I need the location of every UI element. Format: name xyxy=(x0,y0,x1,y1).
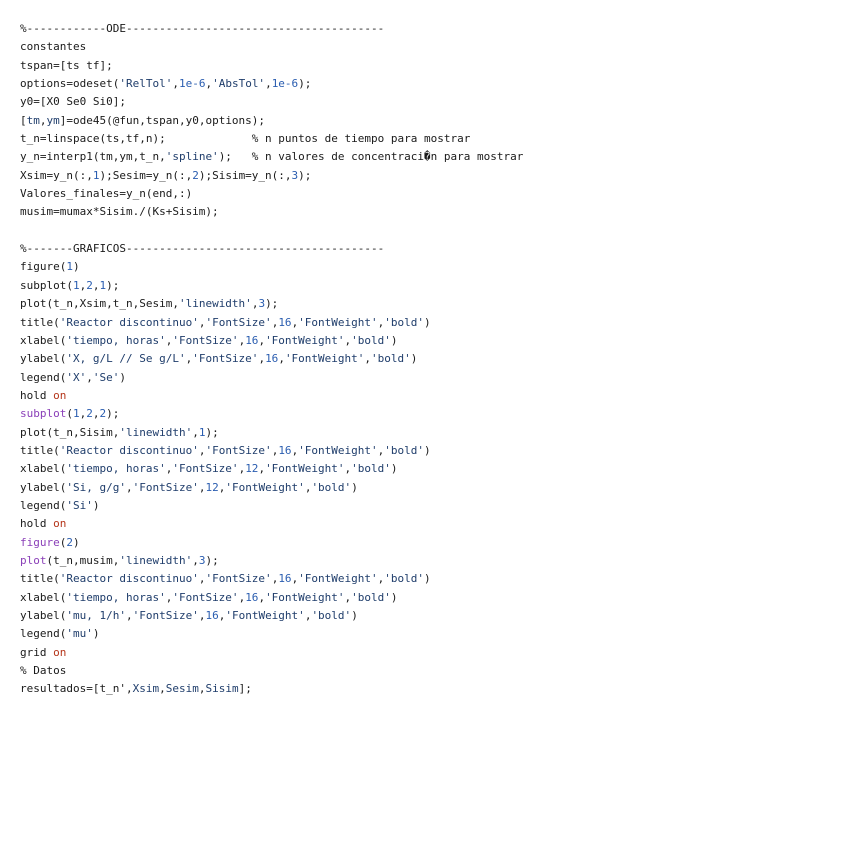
code-token-var: tm xyxy=(26,113,40,127)
code-token: ) xyxy=(410,352,418,366)
code-token: , xyxy=(258,462,266,476)
code-token: , xyxy=(39,113,47,127)
code-token-num: 1 xyxy=(72,407,80,421)
code-token: , xyxy=(198,480,206,494)
code-line[interactable] xyxy=(20,185,848,203)
code-token-str: 'Reactor discontinuo' xyxy=(59,572,199,586)
code-token: , xyxy=(304,480,312,494)
code-token-num: 2 xyxy=(86,278,93,292)
code-token: , xyxy=(165,462,173,476)
code-token: hold xyxy=(20,388,54,402)
code-token-num: 16 xyxy=(278,315,292,329)
code-token-str: 'X' xyxy=(66,370,87,384)
code-token-str: 'Si' xyxy=(66,498,93,512)
code-token: ylabel( xyxy=(20,609,67,622)
code-line[interactable] xyxy=(20,240,848,258)
code-token: , xyxy=(344,462,352,476)
code-token-num: 16 xyxy=(245,333,259,347)
code-token: , xyxy=(265,77,272,91)
code-token-str: 'FontSize' xyxy=(205,443,272,457)
code-token: legend( xyxy=(20,370,67,384)
code-line[interactable] xyxy=(20,405,848,423)
code-token-str: 'Se' xyxy=(92,370,120,384)
code-token-str: 'FontWeight' xyxy=(298,443,378,457)
code-token: ) xyxy=(424,443,431,457)
code-line[interactable] xyxy=(20,680,848,698)
code-line[interactable] xyxy=(20,644,848,662)
code-token-fn: subplot xyxy=(20,407,67,421)
code-token-var: Xsim xyxy=(132,682,160,696)
code-token: ( xyxy=(59,535,67,549)
code-token: , xyxy=(364,352,372,366)
code-token: , xyxy=(125,609,133,622)
code-token: , xyxy=(218,480,226,494)
code-token-kw: on xyxy=(53,645,67,659)
code-token: , xyxy=(304,609,312,622)
code-line[interactable] xyxy=(20,387,848,405)
code-token-var: ym xyxy=(46,113,60,127)
code-token: , xyxy=(86,370,93,384)
code-line[interactable] xyxy=(20,203,848,221)
code-token: , xyxy=(198,443,206,457)
code-token-str: 'Reactor discontinuo' xyxy=(59,315,199,329)
code-token: ) xyxy=(424,315,431,329)
code-token-str: 'FontSize' xyxy=(205,572,272,586)
code-token: ) xyxy=(351,609,358,622)
code-token-num: 1 xyxy=(99,278,107,292)
code-token: , xyxy=(198,572,206,586)
code-token: , xyxy=(79,278,87,292)
code-token-num: 2 xyxy=(86,407,93,421)
code-line[interactable] xyxy=(20,589,848,607)
code-token: % Datos xyxy=(20,664,67,678)
code-token: ) xyxy=(424,572,431,586)
code-token: , xyxy=(79,407,87,421)
code-line[interactable] xyxy=(20,534,848,552)
code-token: , xyxy=(377,315,385,329)
code-token: ); xyxy=(298,168,312,182)
code-token: , xyxy=(271,572,279,586)
code-token-str: 'FontWeight' xyxy=(265,333,345,347)
code-token-str: 'FontSize' xyxy=(132,480,199,494)
code-token-str: 'bold' xyxy=(311,480,352,494)
code-token: title( xyxy=(20,572,60,586)
code-line[interactable] xyxy=(20,222,848,240)
code-token: constantes xyxy=(20,40,87,54)
code-token: Xsim=y_n(:, xyxy=(20,168,93,182)
code-token: ylabel( xyxy=(20,480,67,494)
code-token: , xyxy=(344,590,352,604)
code-line[interactable] xyxy=(20,424,848,442)
code-token-str: 'FontWeight' xyxy=(225,480,305,494)
code-token: title( xyxy=(20,443,60,457)
code-token: , xyxy=(258,590,266,604)
code-token: ) xyxy=(390,590,398,604)
code-token-num: 3 xyxy=(291,168,299,182)
code-token: , xyxy=(192,425,199,439)
code-token-num: 16 xyxy=(278,443,292,457)
code-token-num: 2 xyxy=(99,407,107,421)
code-line[interactable] xyxy=(20,258,848,276)
code-token: ) xyxy=(351,480,358,494)
code-token-num: 12 xyxy=(245,462,259,476)
code-line[interactable] xyxy=(20,295,848,313)
code-line[interactable] xyxy=(20,20,848,38)
code-token: hold xyxy=(20,517,54,531)
code-token: , xyxy=(172,77,179,91)
code-token: , xyxy=(377,443,385,457)
code-line[interactable] xyxy=(20,38,848,56)
code-token: , xyxy=(185,352,193,366)
code-token-str: 'tiempo, horas' xyxy=(66,590,166,604)
code-token-str: 'FontWeight' xyxy=(284,352,365,366)
code-token: , xyxy=(344,333,352,347)
code-token: , xyxy=(271,443,279,457)
code-token: , xyxy=(278,352,285,366)
code-token: ]; xyxy=(238,682,252,696)
code-token: ); xyxy=(106,278,120,292)
code-token: , xyxy=(198,609,206,622)
code-token-str: 'spline' xyxy=(165,150,219,164)
code-token: , xyxy=(165,590,173,604)
code-token-str: 'FontWeight' xyxy=(298,572,378,586)
code-line[interactable] xyxy=(20,552,848,570)
code-token-str: 'mu' xyxy=(66,627,93,641)
code-line[interactable] xyxy=(20,75,848,93)
code-line[interactable] xyxy=(20,607,848,625)
code-token: tspan=[ts tf]; xyxy=(20,58,113,72)
code-token: , xyxy=(218,609,226,622)
code-token-num: 1 xyxy=(66,260,73,274)
code-token: ) xyxy=(119,370,126,384)
code-line[interactable] xyxy=(20,625,848,643)
code-token: ]=ode45(@fun,tspan,y0,options); xyxy=(59,113,266,127)
code-token: Valores_finales=y_n(end,:) xyxy=(20,187,193,201)
code-line[interactable] xyxy=(20,662,848,680)
code-token: );Sisim=y_n(:, xyxy=(198,168,292,182)
code-line[interactable] xyxy=(20,369,848,387)
code-token-var: Sisim xyxy=(205,682,239,696)
code-token: xlabel( xyxy=(20,462,67,476)
code-line[interactable] xyxy=(20,515,848,533)
code-line[interactable] xyxy=(20,442,848,460)
code-line[interactable] xyxy=(20,350,848,368)
code-token: , xyxy=(258,352,266,366)
code-line[interactable] xyxy=(20,148,848,166)
code-token-num: 3 xyxy=(258,297,266,311)
code-token: ); xyxy=(205,425,219,439)
code-token-str: 'bold' xyxy=(384,572,425,586)
code-token-num: 1 xyxy=(198,425,206,439)
code-token: musim=mumax*Sisim./(Ks+Sisim); xyxy=(20,205,219,219)
code-token-num: 1 xyxy=(92,168,100,182)
code-token: , xyxy=(198,682,206,696)
code-token: ); xyxy=(298,77,312,91)
code-token: options=odeset( xyxy=(20,77,120,91)
code-token-str: 'linewidth' xyxy=(178,297,252,311)
code-token: , xyxy=(92,278,100,292)
code-token: , xyxy=(192,553,199,567)
code-token: , xyxy=(258,333,266,347)
code-token: %------------ODE--------------------------------------- xyxy=(20,22,385,35)
code-token-num: 16 xyxy=(265,352,279,366)
code-line[interactable] xyxy=(20,332,848,350)
code-token: title( xyxy=(20,315,60,329)
code-token-num: 2 xyxy=(66,535,73,549)
code-line[interactable] xyxy=(20,57,848,75)
code-token: , xyxy=(238,462,246,476)
code-token: , xyxy=(92,407,100,421)
code-token-str: 'FontWeight' xyxy=(298,315,378,329)
code-token-num: 1e-6 xyxy=(271,77,299,91)
code-token: y0=[X0 Se0 Si0]; xyxy=(20,95,126,109)
code-token: );Sesim=y_n(:, xyxy=(99,168,193,182)
code-token: xlabel( xyxy=(20,333,67,347)
code-token-str: 'FontSize' xyxy=(172,462,239,476)
code-token-str: 'RelTol' xyxy=(119,77,173,91)
code-token-str: 'Reactor discontinuo' xyxy=(59,443,199,457)
code-token-str: 'linewidth' xyxy=(119,425,193,439)
code-token-str: 'bold' xyxy=(351,462,391,476)
code-token: plot(t_n,Xsim,t_n,Sesim, xyxy=(20,297,179,311)
code-token-num: 16 xyxy=(205,609,219,622)
code-token: ) xyxy=(390,462,398,476)
code-token-str: 'bold' xyxy=(371,352,411,366)
code-token: , xyxy=(165,333,173,347)
code-token-str: 'bold' xyxy=(351,333,391,347)
code-token-fn: plot xyxy=(20,553,47,567)
code-token-str: 'X, g/L // Se g/L' xyxy=(66,352,186,366)
code-line[interactable] xyxy=(20,479,848,497)
code-token: , xyxy=(198,315,206,329)
code-token: ( xyxy=(66,407,73,421)
code-token-str: 'mu, 1/h' xyxy=(66,609,126,622)
code-token-str: 'Si, g/g' xyxy=(66,480,126,494)
code-token-var: Sesim xyxy=(165,682,199,696)
code-line[interactable] xyxy=(20,570,848,588)
code-token-str: 'linewidth' xyxy=(119,553,193,567)
code-token: (t_n,musim, xyxy=(46,553,120,567)
code-token: t_n=linspace(ts,tf,n); % n puntos de tiempo para mostrar xyxy=(20,132,471,146)
code-token: , xyxy=(251,297,259,311)
code-token-num: 1e-6 xyxy=(178,77,206,91)
code-token: ); xyxy=(106,407,120,421)
code-token: ) xyxy=(72,260,80,274)
code-token-fn: figure xyxy=(20,535,60,549)
code-token-num: 16 xyxy=(245,590,259,604)
code-token: grid xyxy=(20,645,54,659)
code-token: legend( xyxy=(20,627,67,641)
code-token: , xyxy=(125,480,133,494)
code-token-kw: on xyxy=(53,388,67,402)
code-token: ) xyxy=(390,333,398,347)
code-token: , xyxy=(291,572,299,586)
code-token: , xyxy=(238,333,246,347)
code-token-str: 'FontSize' xyxy=(172,333,239,347)
code-line[interactable] xyxy=(20,460,848,478)
code-token-str: 'FontSize' xyxy=(172,590,239,604)
code-token: subplot( xyxy=(20,278,73,292)
code-token: resultados=[t_n', xyxy=(20,682,133,696)
code-token: %-------GRAFICOS--------------------------------------- xyxy=(20,242,385,256)
code-token-str: 'bold' xyxy=(384,443,425,457)
code-token-str: 'bold' xyxy=(311,609,352,622)
code-token: legend( xyxy=(20,498,67,512)
code-token-str: 'AbsTol' xyxy=(212,77,266,91)
code-token-str: 'bold' xyxy=(384,315,425,329)
code-token: , xyxy=(159,682,166,696)
code-token: , xyxy=(291,443,299,457)
code-token-num: 1 xyxy=(72,278,80,292)
code-token-str: 'FontSize' xyxy=(132,609,199,622)
code-token-str: 'FontWeight' xyxy=(225,609,305,622)
code-token-num: 16 xyxy=(278,572,292,586)
code-token: , xyxy=(205,77,213,91)
code-token: , xyxy=(271,315,279,329)
code-token: figure( xyxy=(20,260,67,274)
code-line[interactable] xyxy=(20,93,848,111)
code-token: ) xyxy=(92,627,100,641)
code-line[interactable] xyxy=(20,112,848,130)
code-token-str: 'FontSize' xyxy=(192,352,259,366)
code-line[interactable] xyxy=(20,277,848,295)
code-token: ) xyxy=(92,498,100,512)
code-token: , xyxy=(377,572,385,586)
code-token-str: 'FontSize' xyxy=(205,315,272,329)
code-token: y_n=interp1(tm,ym,t_n, xyxy=(20,150,166,164)
code-token-num: 12 xyxy=(205,480,219,494)
code-token: xlabel( xyxy=(20,590,67,604)
code-token: ylabel( xyxy=(20,352,67,366)
code-line[interactable] xyxy=(20,167,848,185)
code-token: ); % n valores de concentraci�n para mostrar xyxy=(218,150,524,164)
code-token-str: 'FontWeight' xyxy=(265,462,345,476)
code-line[interactable] xyxy=(20,314,848,332)
code-token: ); xyxy=(205,553,219,567)
code-token-str: 'bold' xyxy=(351,590,391,604)
code-token: ) xyxy=(73,535,80,549)
code-line[interactable] xyxy=(20,497,848,515)
code-token: , xyxy=(238,590,246,604)
code-token-str: 'FontWeight' xyxy=(265,590,345,604)
code-line[interactable] xyxy=(20,130,848,148)
code-token-kw: on xyxy=(53,517,67,531)
code-token: plot(t_n,Sisim, xyxy=(20,425,120,439)
code-token: ); xyxy=(265,297,279,311)
code-token: [ xyxy=(20,113,27,127)
code-token-num: 3 xyxy=(198,553,206,567)
code-token-num: 2 xyxy=(192,168,199,182)
code-token-str: 'tiempo, horas' xyxy=(66,333,166,347)
code-token: , xyxy=(291,315,299,329)
code-token-str: 'tiempo, horas' xyxy=(66,462,166,476)
